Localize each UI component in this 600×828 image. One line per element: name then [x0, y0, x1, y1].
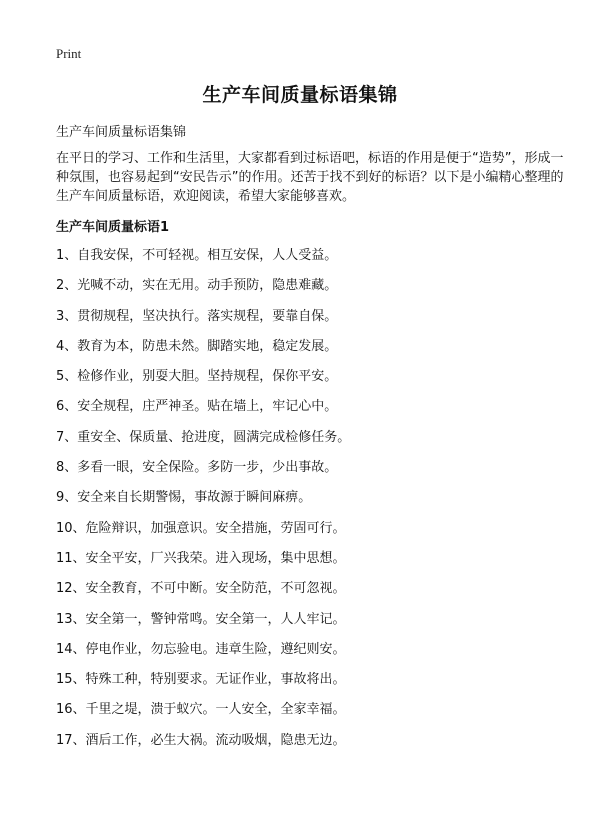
slogan-item: 10、危险辩识，加强意识。安全措施，劳固可行。	[56, 520, 346, 536]
slogan-list	[56, 246, 576, 761]
slogan-item: 17、酒后工作，必生大祸。流动吸烟，隐患无边。	[56, 732, 346, 748]
slogan-item: 15、特殊工种，特别要求。无证作业，事故将出。	[56, 672, 346, 688]
slogan-item: 16、千里之堤，溃于蚁穴。一人安全，全家幸福。	[56, 702, 346, 718]
slogan-item: 13、安全第一，警钟常鸣。安全第一，人人牢记。	[56, 611, 346, 627]
slogan-item: 1、自我安保，不可轻视。相互安保，人人受益。	[56, 248, 338, 263]
slogan-item: 5、检修作业，别耍大胆。坚持规程，保你平安。	[56, 369, 338, 385]
slogan-item: 7、重安全、保质量、抢进度，圆满完成检修任务。	[56, 429, 351, 445]
print-link[interactable]: Print	[56, 46, 82, 61]
section-heading: 生产车间质量标语1	[56, 220, 170, 235]
slogan-item: 9、安全来自长期警惕，事故源于瞬间麻痹。	[56, 490, 312, 506]
slogan-item: 3、贯彻规程，坚决执行。落实规程，要靠自保。	[56, 308, 338, 324]
intro-paragraph: 在平日的学习、工作和生活里，大家都看到过标语吧，标语的作用是便于“造势”，形成一种氛围，也容易起到“安民告示”的作用。还苦于找不到好的标语？以下是小编精心整理的生产车间质量标语，欢迎阅读，希望大家能够喜欢。	[56, 151, 564, 204]
slogan-item: 6、安全规程，庄严神圣。贴在墙上，牢记心中。	[56, 399, 338, 415]
slogan-item: 8、多看一眼，安全保险。多防一步，少出事故。	[56, 460, 338, 476]
slogan-item: 11、安全平安，厂兴我荣。进入现场，集中思想。	[56, 550, 346, 566]
document-subtitle: 生产车间质量标语集锦	[56, 125, 187, 140]
slogan-item: 2、光喊不动，实在无用。动手预防，隐患难藏。	[56, 278, 338, 294]
slogan-item: 4、教育为本，防患未然。脚踏实地，稳定发展。	[56, 338, 338, 354]
slogan-item: 14、停电作业，勿忘验电。违章生险，遵纪则安。	[56, 641, 346, 657]
page-title: 生产车间质量标语集锦	[202, 84, 398, 106]
slogan-item: 12、安全教育，不可中断。安全防范，不可忽视。	[56, 581, 346, 597]
